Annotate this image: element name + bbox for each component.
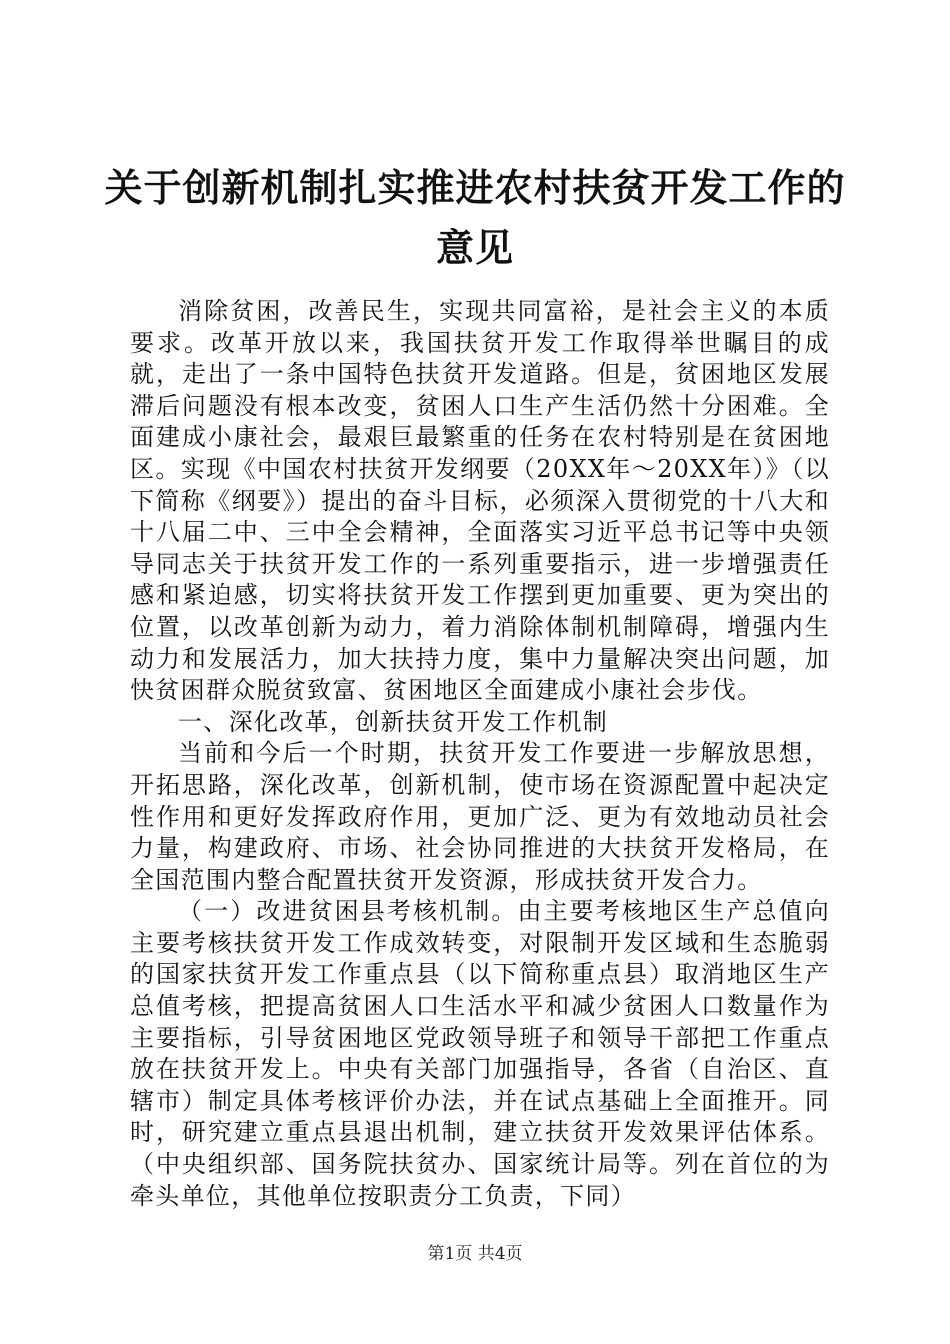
paragraph-section-1: 当前和今后一个时期，扶贫开发工作要进一步解放思想，开拓思路，深化改革，创新机制，使市场在资源配置中起决定性作用和更好发挥政府作用，更加广泛、更为有效地动员社会力量，构建政府、市场、社会协同推进的大扶贫开发格局，在全国范围内整合配置扶贫开发资源，形成扶贫开发合力。 bbox=[130, 739, 830, 894]
section-heading-1: 一、深化改革，创新扶贫开发工作机制 bbox=[178, 707, 609, 736]
paragraph-item-1: （一）改进贫困县考核机制。由主要考核地区生产总值向主要考核扶贫开发工作成效转变，对限制开发区域和生态脆弱的国家扶贫开发工作重点县（以下简称重点县）取消地区生产总值考核，把提高贫困人口生活水平和减少贫困人口数量作为主要指标，引导贫困地区党政领导班子和领导干部把工作重点放在扶贫开发上。中央有关部门加强指导，各省（自治区、直辖市）制定具体考核评价办法，并在试点基础上全面推开。同时，研究建立重点县退出机制，建立扶贫开发效果评估体系。（中央组织部、国务院扶贫办、国家统计局等。列在首位的为牵头单位，其他单位按职责分工负责，下同） bbox=[130, 897, 830, 1210]
document-body bbox=[130, 296, 830, 1212]
document-title: 关于创新机制扎实推进农村扶贫开发工作的意见 bbox=[104, 166, 846, 270]
paragraph-intro: 消除贫困，改善民生，实现共同富裕，是社会主义的本质要求。改革开放以来，我国扶贫开发工作取得举世瞩目的成就，走出了一条中国特色扶贫开发道路。但是，贫困地区发展滞后问题没有根本改变，贫困人口生产生活仍然十分困难。全面建成小康社会，最艰巨最繁重的任务在农村特别是在贫困地区。实现《中国农村扶贫开发纲要（20XX年～20XX年）》（以下简称《纲要》）提出的奋斗目标，必须深入贯彻党的十八大和十八届二中、三中全会精神，全面落实习近平总书记等中央领导同志关于扶贫开发工作的一系列重要指示，进一步增强责任感和紧迫感，切实将扶贫开发工作摆到更加重要、更为突出的位置，以改革创新为动力，着力消除体制机制障碍，增强内生动力和发展活力，加大扶持力度，集中力量解决突出问题，加快贫困群众脱贫致富、贫困地区全面建成小康社会步伐。 bbox=[130, 297, 830, 705]
page-number-footer: 第1页 共4页 bbox=[427, 1244, 523, 1264]
